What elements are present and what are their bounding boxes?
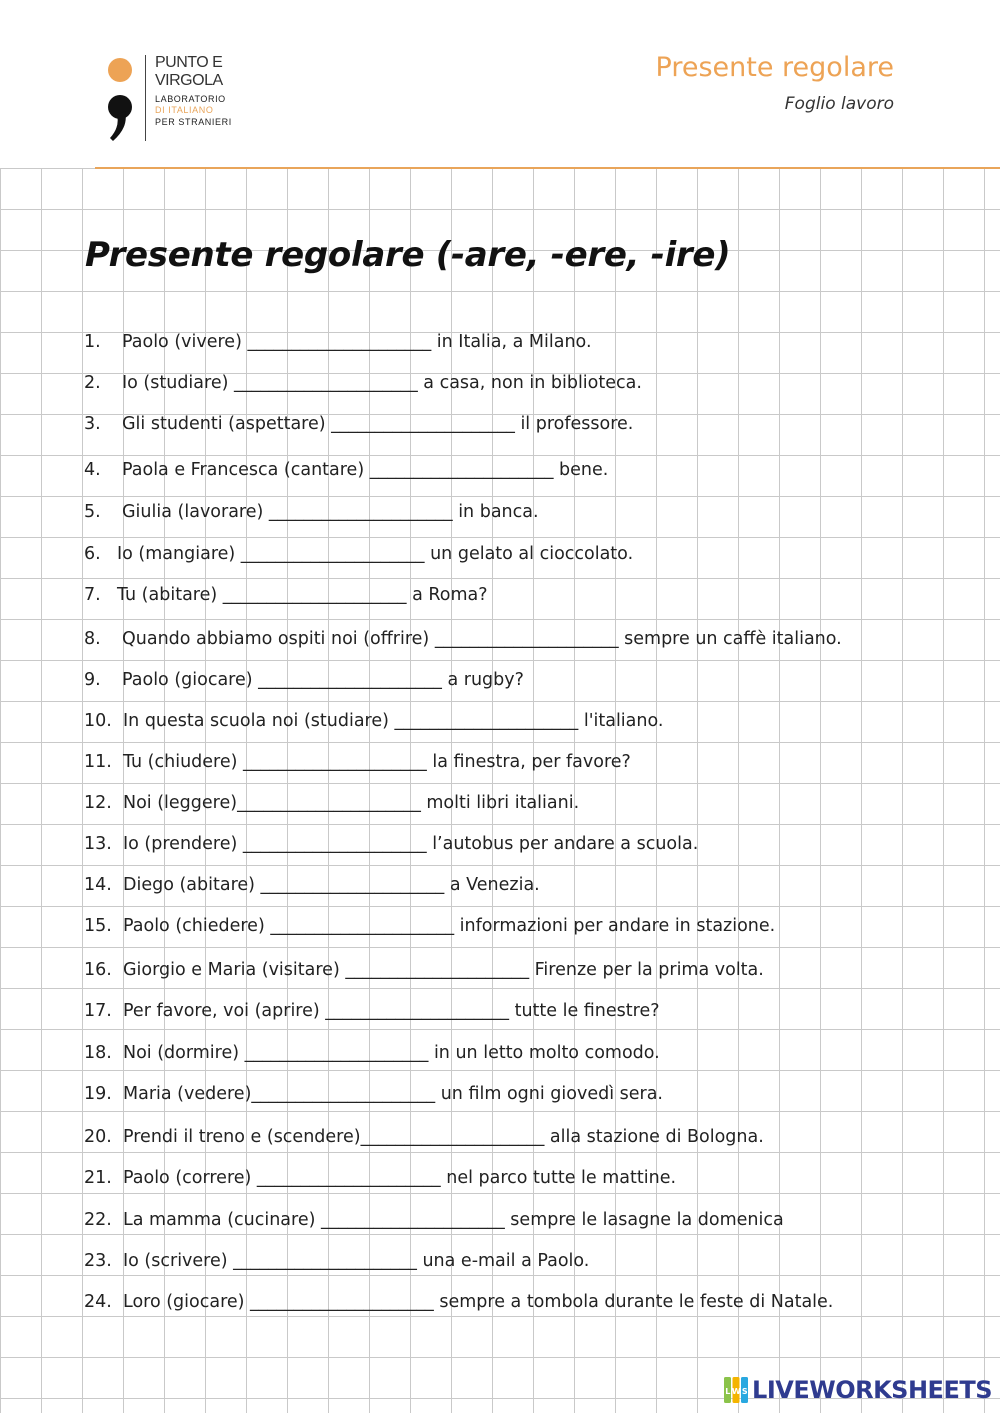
exercise-number: 11. (84, 752, 112, 772)
exercise-number: 4. (84, 460, 101, 480)
exercise-number: 6. (84, 544, 101, 564)
badge-letter-w: W (731, 1387, 741, 1396)
exercise-number: 17. (84, 1001, 112, 1021)
exercise-item (84, 334, 592, 352)
exercise-text: Paolo (correre) _____________________ nel parco tutte le mattine. (123, 1168, 677, 1188)
exercise-number: 14. (84, 875, 112, 895)
exercise-number: 10. (84, 711, 112, 731)
exercise-item (84, 631, 842, 649)
exercise-text: Tu (chiudere) _____________________ la finestra, per favore? (123, 752, 631, 772)
exercise-item (84, 795, 579, 813)
exercise-item (84, 1129, 764, 1147)
exercise-number: 21. (84, 1168, 112, 1188)
exercise-number: 23. (84, 1251, 112, 1271)
header-subtitle: Foglio lavoro (784, 94, 894, 114)
exercise-text: Noi (dormire) _____________________ in un letto molto comodo. (123, 1043, 660, 1063)
exercise-item (84, 462, 608, 480)
exercise-text: Tu (abitare) _____________________ a Roma? (117, 585, 488, 605)
logo-line-3: LABORATORIO (155, 94, 226, 104)
exercise-text: Giulia (lavorare) _____________________ in banca. (122, 502, 539, 522)
exercise-item (84, 918, 775, 936)
logo (105, 55, 245, 145)
exercise-item (84, 1170, 676, 1188)
exercise-item (84, 1294, 833, 1312)
exercise-text: Quando abbiamo ospiti noi (offrire) _____________________ sempre un caffè italiano. (122, 629, 842, 649)
exercise-text: In questa scuola noi (studiare) _____________________ l'italiano. (123, 711, 664, 731)
exercise-item (84, 836, 698, 854)
exercise-text: Paolo (vivere) _____________________ in Italia, a Milano. (122, 332, 592, 352)
exercise-number: 18. (84, 1043, 112, 1063)
exercise-item (84, 416, 633, 434)
logo-line-5: PER STRANIERI (155, 117, 232, 127)
exercise-item (84, 375, 642, 393)
exercise-number: 24. (84, 1292, 112, 1312)
semicolon-logo-icon (105, 55, 137, 145)
exercise-number: 13. (84, 834, 112, 854)
exercise-number: 7. (84, 585, 101, 605)
exercise-item (84, 962, 764, 980)
logo-text (155, 55, 232, 127)
watermark-text: LIVEWORKSHEETS (752, 1376, 992, 1404)
exercise-item (84, 1045, 660, 1063)
exercise-text: Per favore, voi (aprire) _____________________ tutte le finestre? (123, 1001, 660, 1021)
exercise-text: Noi (leggere)_____________________ molti libri italiani. (123, 793, 580, 813)
exercise-number: 19. (84, 1084, 112, 1104)
exercise-item (84, 672, 524, 690)
liveworksheets-watermark (724, 1375, 992, 1405)
exercise-number: 5. (84, 502, 101, 522)
exercise-number: 1. (84, 332, 101, 352)
exercise-text: Paolo (chiedere) _____________________ informazioni per andare in stazione. (123, 916, 776, 936)
exercise-text: Maria (vedere)_____________________ un film ogni giovedì sera. (123, 1084, 663, 1104)
exercise-item (84, 1212, 784, 1230)
logo-line-2: VIRGOLA (155, 72, 223, 89)
exercise-number: 12. (84, 793, 112, 813)
exercise-text: La mamma (cucinare) _____________________ sempre le lasagne la domenica (123, 1210, 784, 1230)
exercise-number: 2. (84, 373, 101, 393)
exercise-text: Diego (abitare) _____________________ a Venezia. (123, 875, 540, 895)
exercise-item (84, 754, 631, 772)
exercise-item (84, 504, 539, 522)
exercise-item (84, 1003, 660, 1021)
logo-divider (145, 55, 146, 141)
exercise-number: 20. (84, 1127, 112, 1147)
exercise-number: 8. (84, 629, 101, 649)
exercise-text: Io (prendere) _____________________ l’autobus per andare a scuola. (123, 834, 699, 854)
exercise-text: Gli studenti (aspettare) _____________________ il professore. (122, 414, 634, 434)
exercise-text: Loro (giocare) _____________________ sempre a tombola durante le feste di Natale. (123, 1292, 834, 1312)
exercise-item (84, 546, 633, 564)
exercise-number: 15. (84, 916, 112, 936)
badge-letter-s: S (741, 1387, 748, 1396)
logo-line-4: DI ITALIANO (155, 105, 214, 115)
header-title: Presente regolare (655, 52, 894, 83)
exercise-text: Io (studiare) _____________________ a casa, non in biblioteca. (122, 373, 642, 393)
logo-line-1: PUNTO E (155, 54, 223, 71)
exercise-number: 3. (84, 414, 101, 434)
exercise-item (84, 1253, 589, 1271)
exercise-text: Io (scrivere) _____________________ una e-mail a Paolo. (123, 1251, 590, 1271)
exercise-number: 16. (84, 960, 112, 980)
exercise-item (84, 877, 540, 895)
liveworksheets-logo-icon (724, 1377, 748, 1403)
exercise-number: 22. (84, 1210, 112, 1230)
header-divider (95, 167, 1000, 169)
exercise-item (84, 713, 663, 731)
exercise-item (84, 587, 488, 605)
exercise-text: Paola e Francesca (cantare) _____________________ bene. (122, 460, 609, 480)
exercise-text: Giorgio e Maria (visitare) _____________________ Firenze per la prima volta. (123, 960, 764, 980)
exercise-item (84, 1086, 663, 1104)
exercise-text: Io (mangiare) _____________________ un gelato al cioccolato. (117, 544, 634, 564)
exercise-text: Paolo (giocare) _____________________ a rugby? (122, 670, 524, 690)
page-title: Presente regolare (-are, -ere, -ire) (85, 235, 731, 275)
exercise-text: Prendi il treno e (scendere)_____________________ alla stazione di Bologna. (123, 1127, 764, 1147)
badge-letter-l: L (725, 1387, 730, 1396)
exercise-number: 9. (84, 670, 101, 690)
